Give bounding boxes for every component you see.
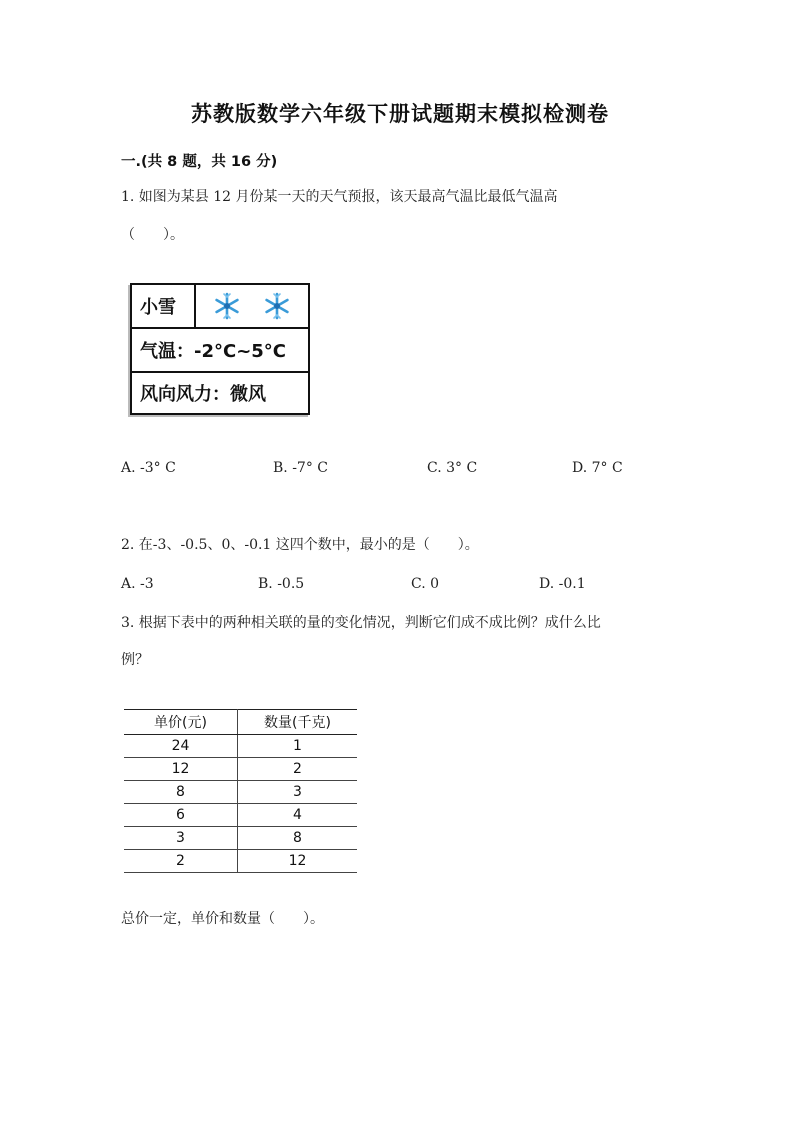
column-header-unit-price: 单价(元) [124, 710, 238, 735]
table-cell: 2 [124, 850, 238, 873]
table-cell: 1 [238, 735, 358, 758]
question-3-footer: 总价一定，单价和数量（ ）。 [121, 911, 324, 927]
weather-row-wind [132, 373, 308, 413]
weather-forecast-card [130, 283, 310, 415]
q2-option-a: A. -3 [121, 576, 154, 592]
weather-condition-label: 小雪 [132, 285, 196, 327]
weather-row-condition [132, 285, 308, 329]
snowflake-icon [210, 289, 244, 323]
q2-option-c: C. 0 [411, 576, 440, 592]
question-2-text: 2. 在-3、-0.5、0、-0.1 这四个数中，最小的是（ ）。 [121, 537, 479, 553]
table-cell: 8 [238, 827, 358, 850]
q1-option-a: A. -3° C [121, 460, 176, 476]
table-header-row [124, 710, 357, 735]
weather-icons [196, 289, 308, 323]
price-quantity-table [124, 709, 357, 873]
temperature-text: 气温：-2°C~5°C [140, 341, 287, 362]
table-cell: 12 [124, 758, 238, 781]
question-1-text: 1. 如图为某县 12 月份某一天的天气预报，该天最高气温比最低气温高 [121, 189, 558, 205]
q2-option-b: B. -0.5 [258, 576, 305, 592]
table-cell: 12 [238, 850, 358, 873]
table-row [124, 850, 357, 873]
table-cell: 8 [124, 781, 238, 804]
snowflake-icon [260, 289, 294, 323]
table-cell: 4 [238, 804, 358, 827]
column-header-quantity: 数量(千克) [238, 710, 358, 735]
question-3-text: 3. 根据下表中的两种相关联的量的变化情况，判断它们成不成比例？成什么比 [121, 615, 601, 631]
q1-option-c: C. 3° C [427, 460, 478, 476]
document-title: 苏教版数学六年级下册试题期末模拟检测卷 [191, 102, 609, 126]
table-cell: 6 [124, 804, 238, 827]
question-1-text-cont: （ ）。 [121, 227, 184, 243]
q1-option-d: D. 7° C [572, 460, 623, 476]
wind-text: 风向风力：微风 [140, 384, 266, 405]
table-cell: 2 [238, 758, 358, 781]
table-row [124, 758, 357, 781]
table-row [124, 827, 357, 850]
section-heading: 一.(共 8 题，共 16 分) [121, 154, 278, 170]
weather-row-temperature [132, 329, 308, 373]
q2-option-d: D. -0.1 [539, 576, 586, 592]
question-3-text-cont: 例？ [121, 652, 149, 668]
table-cell: 3 [238, 781, 358, 804]
table-cell: 24 [124, 735, 238, 758]
table-cell: 3 [124, 827, 238, 850]
table-row [124, 735, 357, 758]
q1-option-b: B. -7° C [273, 460, 328, 476]
table-row [124, 781, 357, 804]
table-row [124, 804, 357, 827]
